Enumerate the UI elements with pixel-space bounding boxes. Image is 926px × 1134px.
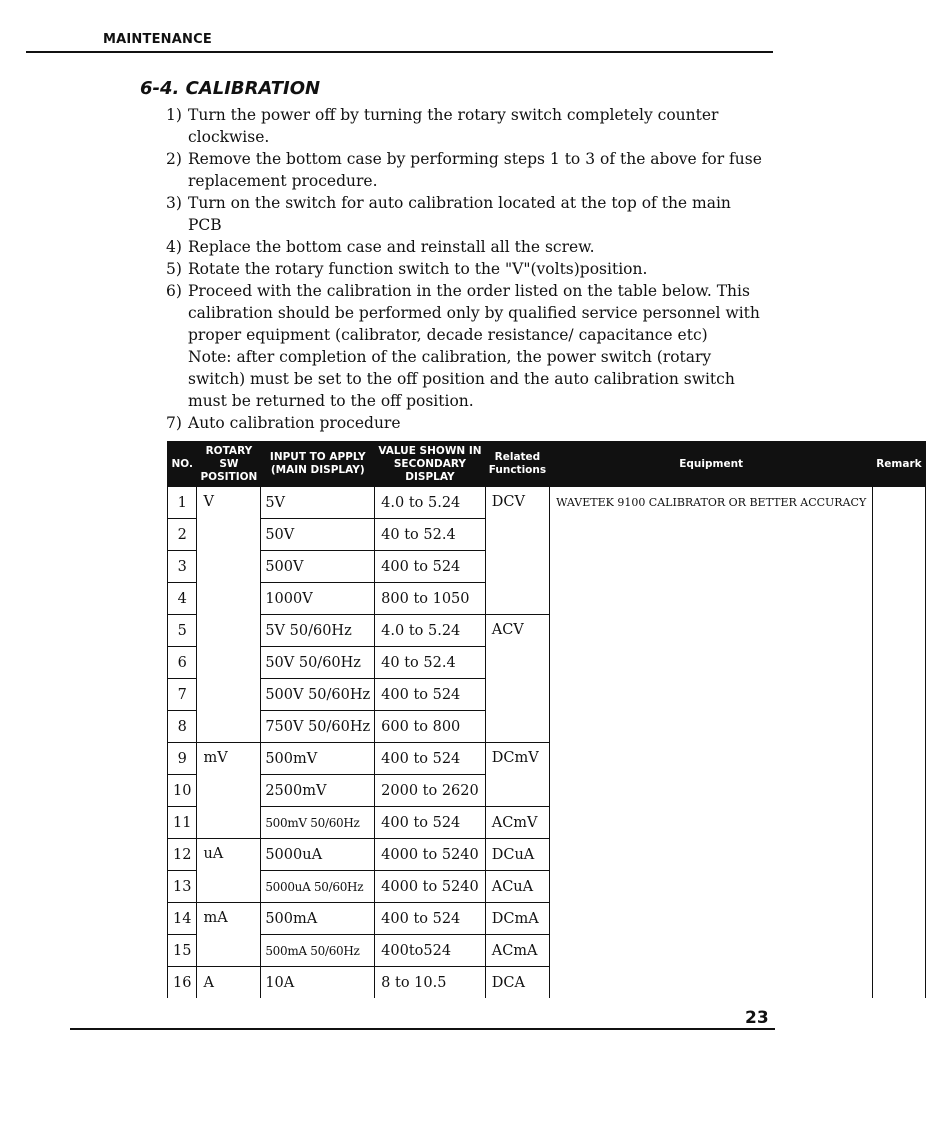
col-header-value: VALUE SHOWN IN SECONDARY DISPLAY xyxy=(375,442,486,487)
display-value: 8 to 10.5 xyxy=(375,967,486,999)
related-function: DCuA xyxy=(485,839,549,871)
input-value: 10A xyxy=(261,967,375,999)
step-number: 6) xyxy=(166,282,182,300)
step-number: 4) xyxy=(166,238,182,256)
step-number: 5) xyxy=(166,260,182,278)
equipment-note: WAVETEK 9100 CALIBRATOR OR BETTER ACCURACY xyxy=(550,487,873,999)
input-value: 1000V xyxy=(261,583,375,615)
step-number: 3) xyxy=(166,194,182,212)
display-value: 400 to 524 xyxy=(375,679,486,711)
step-text: Proceed with the calibration in the order listed on the table below. This calibration should be performed only by qualified service personnel with proper equipment (calibrator, decade resistance/ capacitance etc) xyxy=(188,282,760,344)
step-text: Turn on the switch for auto calibration located at the top of the main PCB xyxy=(188,194,731,234)
switch-position: V xyxy=(197,487,261,743)
switch-position: mV xyxy=(197,743,261,839)
step-text: Remove the bottom case by performing steps 1 to 3 of the above for fuse replacement procedure. xyxy=(188,150,762,190)
row-number: 4 xyxy=(168,583,197,615)
display-value: 800 to 1050 xyxy=(375,583,486,615)
section-header: MAINTENANCE xyxy=(103,32,212,47)
remark-cell xyxy=(873,487,925,999)
row-number: 8 xyxy=(168,711,197,743)
display-value: 400 to 524 xyxy=(375,551,486,583)
section-title: 6-4. CALIBRATION xyxy=(140,78,321,99)
display-value: 4000 to 5240 xyxy=(375,839,486,871)
input-value: 500mA xyxy=(261,903,375,935)
row-number: 1 xyxy=(168,487,197,519)
step-2 xyxy=(166,148,766,192)
related-function: DCmV xyxy=(485,743,549,807)
step-note: Note: after completion of the calibration, the power switch (rotary switch) must be set to the off position and the auto calibration switch must be returned to the off position. xyxy=(188,348,735,410)
input-value: 500V xyxy=(261,551,375,583)
row-number: 11 xyxy=(168,807,197,839)
row-number: 16 xyxy=(168,967,197,999)
input-value: 5V 50/60Hz xyxy=(261,615,375,647)
display-value: 400to524 xyxy=(375,935,486,967)
col-header-input: INPUT TO APPLY (MAIN DISPLAY) xyxy=(261,442,375,487)
switch-position: A xyxy=(197,967,261,999)
related-function: ACmA xyxy=(485,935,549,967)
step-3 xyxy=(166,192,766,236)
input-value: 50V xyxy=(261,519,375,551)
row-number: 6 xyxy=(168,647,197,679)
row-number: 12 xyxy=(168,839,197,871)
row-number: 9 xyxy=(168,743,197,775)
input-value: 500mA 50/60Hz xyxy=(261,935,375,967)
row-number: 3 xyxy=(168,551,197,583)
display-value: 600 to 800 xyxy=(375,711,486,743)
related-function: ACuA xyxy=(485,871,549,903)
input-value: 500V 50/60Hz xyxy=(261,679,375,711)
col-header-switch: ROTARY SW POSITION xyxy=(197,442,261,487)
step-number: 7) xyxy=(166,414,182,432)
display-value: 400 to 524 xyxy=(375,903,486,935)
step-5 xyxy=(166,258,766,280)
step-7 xyxy=(166,412,766,434)
row-number: 13 xyxy=(168,871,197,903)
step-1 xyxy=(166,104,766,148)
row-number: 15 xyxy=(168,935,197,967)
col-header-no: NO. xyxy=(168,442,197,487)
display-value: 400 to 524 xyxy=(375,743,486,775)
input-value: 2500mV xyxy=(261,775,375,807)
row-number: 5 xyxy=(168,615,197,647)
display-value: 4000 to 5240 xyxy=(375,871,486,903)
display-value: 4.0 to 5.24 xyxy=(375,487,486,519)
display-value: 4.0 to 5.24 xyxy=(375,615,486,647)
step-text: Turn the power off by turning the rotary switch completely counter clockwise. xyxy=(188,106,719,146)
display-value: 400 to 524 xyxy=(375,807,486,839)
table-row xyxy=(168,487,926,519)
row-number: 14 xyxy=(168,903,197,935)
input-value: 5V xyxy=(261,487,375,519)
display-value: 2000 to 2620 xyxy=(375,775,486,807)
row-number: 7 xyxy=(168,679,197,711)
display-value: 40 to 52.4 xyxy=(375,647,486,679)
footer-rule xyxy=(70,1028,775,1030)
switch-position: mA xyxy=(197,903,261,967)
step-4 xyxy=(166,236,766,258)
step-number: 2) xyxy=(166,150,182,168)
display-value: 40 to 52.4 xyxy=(375,519,486,551)
header-rule xyxy=(26,51,773,53)
table-header-row xyxy=(168,442,926,487)
col-header-functions: Related Functions xyxy=(485,442,549,487)
related-function: ACmV xyxy=(485,807,549,839)
page-number: 23 xyxy=(745,1008,769,1028)
row-number: 2 xyxy=(168,519,197,551)
input-value: 50V 50/60Hz xyxy=(261,647,375,679)
col-header-remark: Remark xyxy=(873,442,925,487)
step-text: Replace the bottom case and reinstall all the screw. xyxy=(188,238,595,256)
switch-position: uA xyxy=(197,839,261,903)
step-number: 1) xyxy=(166,106,182,124)
step-text: Auto calibration procedure xyxy=(188,414,401,432)
input-value: 500mV 50/60Hz xyxy=(261,807,375,839)
col-header-equipment: Equipment xyxy=(550,442,873,487)
input-value: 500mV xyxy=(261,743,375,775)
related-function: DCV xyxy=(485,487,549,615)
procedure-steps xyxy=(166,104,766,434)
input-value: 750V 50/60Hz xyxy=(261,711,375,743)
calibration-table xyxy=(167,441,926,998)
related-function: ACV xyxy=(485,615,549,743)
input-value: 5000uA 50/60Hz xyxy=(261,871,375,903)
related-function: DCmA xyxy=(485,903,549,935)
related-function: DCA xyxy=(485,967,549,999)
step-6 xyxy=(166,280,766,412)
row-number: 10 xyxy=(168,775,197,807)
input-value: 5000uA xyxy=(261,839,375,871)
step-text: Rotate the rotary function switch to the "V"(volts)position. xyxy=(188,260,648,278)
